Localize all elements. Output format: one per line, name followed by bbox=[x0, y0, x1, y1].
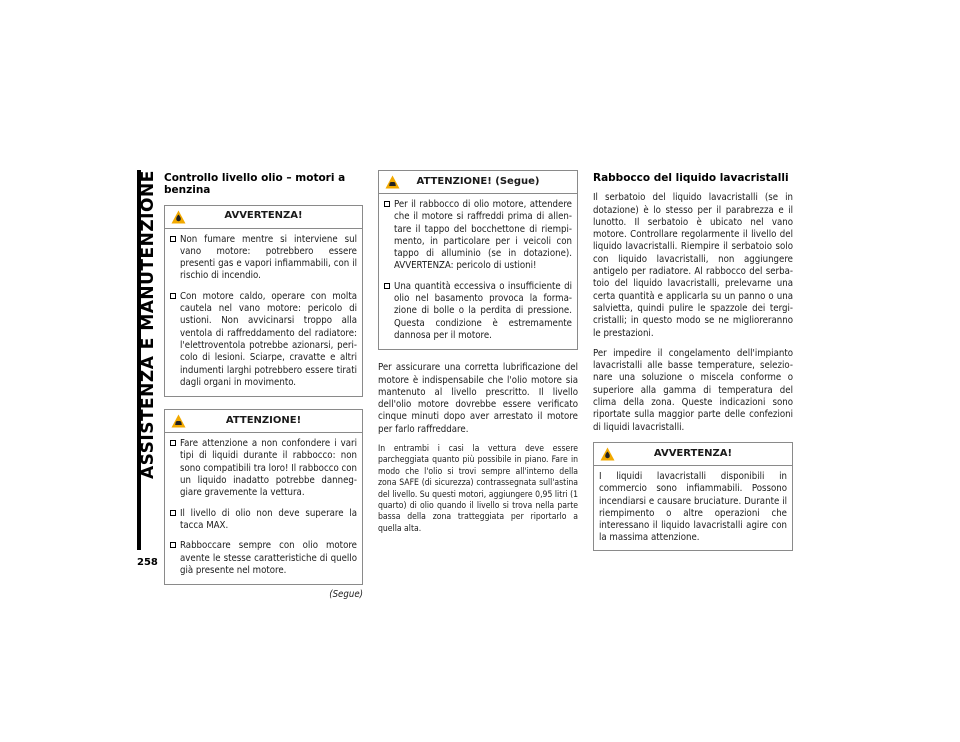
warning-item: Con motore caldo, operare con molta cautela nel vano motore: pericolo di ustioni. Non avvicinarsi troppo alla ventola di raffreddamento del radiatore: l'elettroventola potrebbe azionarsi, peri-colo di lesioni. Sciarpe, cravatte e altri indumenti larghi potrebbero essere tirati dagli organi in movimento. bbox=[170, 291, 357, 389]
section-heading-oil-check: Controllo livello olio – motori a benzina bbox=[164, 172, 346, 197]
warning-triangle-icon bbox=[600, 447, 615, 461]
bullet-square-icon bbox=[170, 236, 176, 242]
bullet-square-icon bbox=[170, 542, 176, 548]
bullet-square-icon bbox=[170, 293, 176, 299]
warning-item: Non fumare mentre si interviene sul vano motore: potrebbero essere presenti gas e vapori infiammabili, con il rischio di incendio. bbox=[170, 234, 357, 283]
caution-item: Una quantità eccessiva o insufficiente di olio nel basamento provoca la forma-zione di bolle o la perdita di pressione. Questa condizione è estremamente dannosa per il motore. bbox=[384, 281, 572, 342]
warning-box bbox=[593, 442, 793, 551]
caution-list bbox=[384, 199, 572, 342]
caution-title: ATTENZIONE! (Segue) bbox=[416, 175, 540, 187]
caution-car-triangle-icon bbox=[171, 414, 186, 428]
body-paragraph: Il serbatoio del liquido lavacristalli (se in dotazione) è lo stesso per il parabrezza e il lunotto. Il serbatoio è ubicato nel vano motore. Controllare regolarmente il livello del liquido lavacristalli. Riempire il serbatoio solo con liquido lavacristalli, non aggiungere antigelo per radiatore. Al rabbocco del serba-toio del liquido lavacristalli, prelevarne una certa quantità e applicarla su un panno o una salvietta, quindi pulire le spazzole dei tergi-cristalli; in questo modo se ne miglioreranno le prestazioni. bbox=[593, 192, 793, 339]
caution-item: Rabboccare sempre con olio motore avente le stesse caratteristiche di quello già presente nel motore. bbox=[170, 540, 357, 577]
section-tab bbox=[137, 170, 159, 550]
caution-header bbox=[165, 410, 362, 433]
bullet-square-icon bbox=[170, 440, 176, 446]
warning-triangle-icon bbox=[171, 210, 186, 224]
bullet-square-icon bbox=[384, 283, 390, 289]
caution-item: Fare attenzione a non confondere i vari tipi di liquidi durante il rabbocco: non sono compatibili tra loro! Il rabbocco con un liquido inadatto potrebbe danneg-giare gravemente la vettura. bbox=[170, 438, 357, 499]
caution-item: Per il rabbocco di olio motore, attendere che il motore si raffreddi prima di allen-tare il tappo del bocchettone di riempi-mento, in particolare per i veicoli con tappo di alluminio (se in dotazione). AVVERTENZA: pericolo di ustioni! bbox=[384, 199, 572, 273]
section-heading-washer-fluid: Rabbocco del liquido lavacristalli bbox=[593, 172, 789, 184]
section-title: ASSISTENZA E MANUTENZIONE bbox=[138, 170, 158, 479]
body-paragraph-small: In entrambi i casi la vettura deve essere parcheggiata quanto più possibile in piano. Fare in modo che l'olio si trovi sempre all'interno della zona SAFE (di sicurezza) contrassegnata sull'astina del livello. Su questi motori, aggiungere 0,95 litri (1 quarto) di olio quando il livello si trova nella parte bassa della zona tratteggiata per riportarlo a quella alta. bbox=[378, 444, 578, 534]
column-1 bbox=[164, 172, 363, 601]
body-paragraph: Per assicurare una corretta lubrificazione del motore è indispensabile che l'olio motore sia mantenuto al livello prescritto. Il livello dell'olio motore dovrebbe essere verificato cinque minuti dopo aver arrestato il motore per farlo raffreddare. bbox=[378, 362, 578, 435]
caution-box bbox=[164, 409, 363, 585]
warning-list bbox=[170, 234, 357, 390]
column-2 bbox=[378, 170, 578, 543]
warning-title: AVVERTENZA! bbox=[653, 447, 733, 459]
warning-header bbox=[594, 443, 792, 466]
warning-text: I liquidi lavacristalli disponibili in commercio sono infiammabili. Possono incendiarsi e causare bruciature. Durante il riempimento o altre operazioni che interessano il liquido lavacristalli agire con la massima attenzione. bbox=[599, 470, 787, 544]
caution-title: ATTENZIONE! bbox=[225, 415, 302, 426]
caution-item: Il livello di olio non deve superare la tacca MAX. bbox=[170, 508, 357, 533]
caution-car-triangle-icon bbox=[385, 175, 400, 189]
warning-box bbox=[164, 205, 363, 398]
caution-header bbox=[379, 171, 577, 194]
bullet-square-icon bbox=[170, 510, 176, 516]
warning-title: AVVERTENZA! bbox=[224, 210, 303, 222]
column-3 bbox=[593, 172, 793, 563]
bullet-square-icon bbox=[384, 201, 390, 207]
caution-box-continued bbox=[378, 170, 578, 350]
warning-header bbox=[165, 206, 362, 229]
continued-label: (Segue) bbox=[329, 589, 363, 601]
body-paragraph: Per impedire il congelamento dell'impianto lavacristalli alle basse temperature, selezio-nare una soluzione o miscela conforme o superiore alla gamma di temperatura del clima della zona. Queste indicazioni sono riportate sulla maggior parte delle confezioni di liquidi lavacristalli. bbox=[593, 347, 793, 433]
page-number: 258 bbox=[137, 557, 158, 568]
caution-list bbox=[170, 438, 357, 577]
